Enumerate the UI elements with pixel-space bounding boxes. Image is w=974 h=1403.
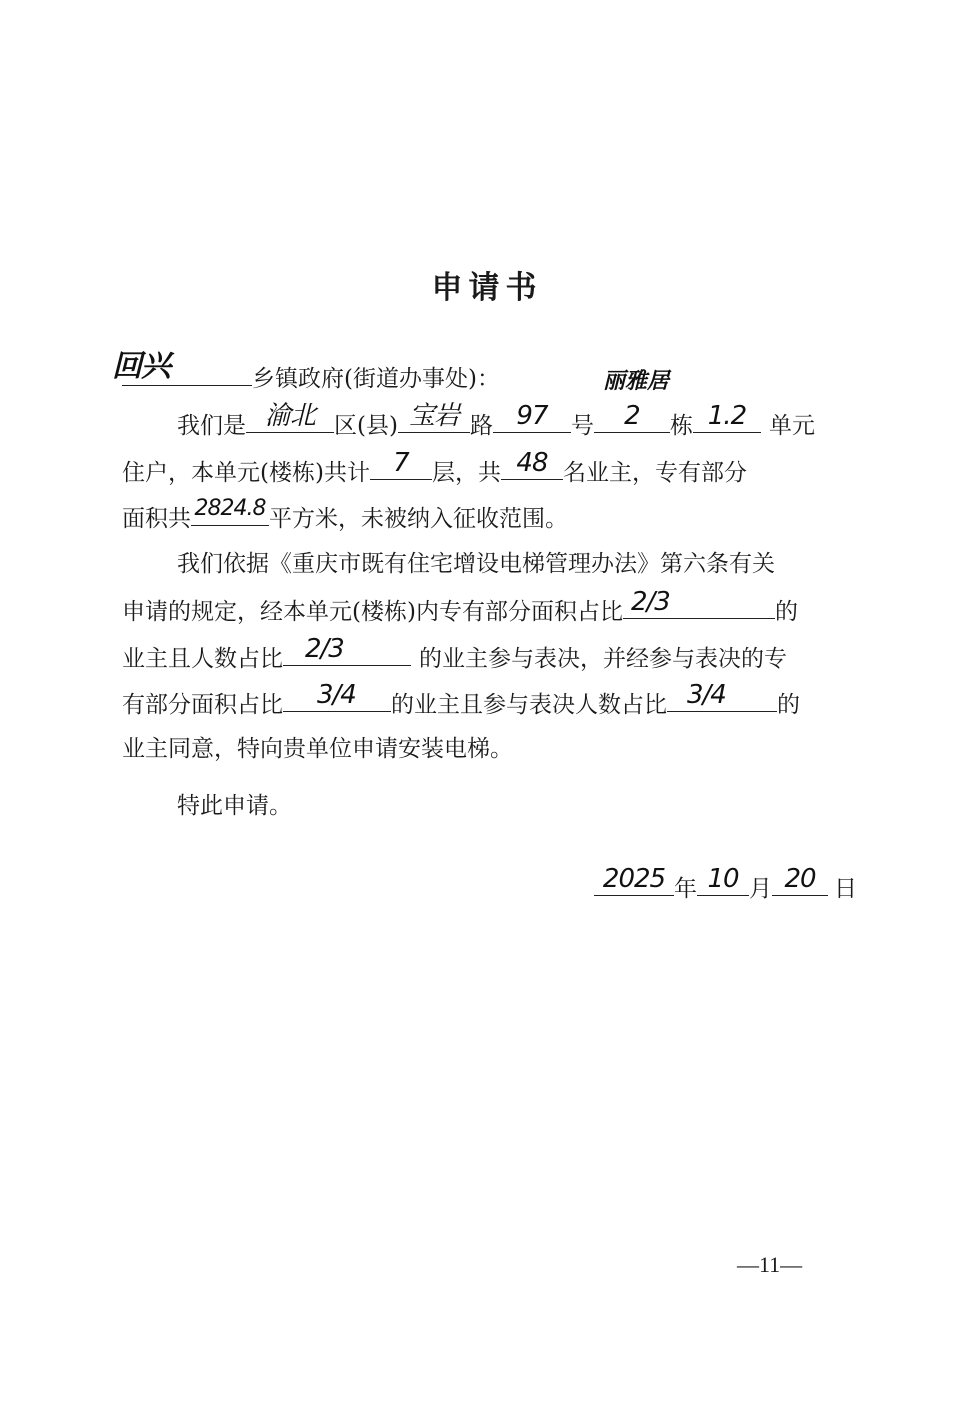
township-handwriting: 回兴 (112, 349, 170, 384)
date-line (594, 864, 857, 905)
district-blank (246, 401, 334, 433)
text-segment: 申请的规定，经本单元(楼栋)内专有部分面积占比 (122, 599, 623, 625)
area-blank (191, 496, 269, 526)
ratio3-blank (283, 680, 391, 712)
salutation-line (112, 349, 500, 395)
owners-blank (501, 448, 563, 480)
number-blank (493, 401, 571, 433)
floors-blank (370, 448, 432, 480)
text-segment: 的 (777, 692, 800, 718)
para2-line5: 业主同意，特向贵单位申请安装电梯。 (122, 736, 513, 762)
margin-note-handwriting: 丽雅居 (603, 369, 670, 394)
year-label: 年 (674, 876, 697, 902)
text-segment: 我们是 (177, 413, 246, 439)
para1-line3 (122, 496, 568, 535)
unit-blank (693, 401, 761, 433)
closing-text: 特此申请。 (177, 793, 292, 819)
para2-line1: 我们依据《重庆市既有住宅增设电梯管理办法》第六条有关 (177, 551, 775, 577)
text-segment: 名业主，专有部分 (562, 460, 747, 486)
month-label: 月 (749, 876, 772, 902)
road-blank (398, 401, 470, 433)
para2-line3 (122, 634, 787, 675)
ratio3-handwriting: 3/4 (317, 680, 356, 710)
year-handwriting: 2025 (602, 864, 666, 894)
ratio1-blank (623, 587, 775, 619)
ratio4-blank (667, 680, 777, 712)
month-blank (697, 864, 749, 896)
township-blank (112, 349, 252, 386)
salutation-text: 乡镇政府(街道办事处)： (252, 366, 500, 392)
text-segment: 业主且人数占比 (122, 646, 283, 672)
day-label: 日 (834, 876, 857, 902)
year-blank (594, 864, 674, 896)
para1-line2 (122, 448, 747, 489)
text-segment: 的业主参与表决，并经参与表决的专 (419, 646, 787, 672)
ratio4-handwriting: 3/4 (687, 680, 726, 710)
text-segment: 单元 (768, 413, 815, 439)
text-segment: 号 (570, 413, 594, 439)
para2-line4 (122, 680, 800, 721)
text-segment: 有部分面积占比 (122, 692, 283, 718)
floors-handwriting: 7 (393, 448, 409, 478)
owners-handwriting: 48 (516, 448, 548, 478)
area-handwriting: 2824.8 (194, 496, 266, 521)
unit-handwriting: 1.2 (707, 401, 747, 431)
text-segment: 面积共 (122, 506, 191, 532)
ratio2-handwriting: 2/3 (305, 634, 344, 664)
text-segment: 平方米，未被纳入征收范围。 (269, 506, 568, 532)
ratio1-handwriting: 2/3 (630, 587, 670, 617)
building-handwriting: 2 (624, 401, 640, 431)
building-blank (594, 401, 670, 433)
para1-line1 (177, 401, 815, 442)
day-blank (772, 864, 828, 896)
district-handwriting: 渝北 (264, 401, 315, 431)
document-title: 申请书 (431, 270, 543, 306)
text-segment: 路 (469, 413, 493, 439)
text-segment: 住户，本单元(楼栋)共计 (122, 460, 370, 486)
ratio2-blank (283, 634, 411, 666)
road-handwriting: 宝岩 (408, 401, 459, 431)
month-handwriting: 10 (707, 864, 739, 894)
text-segment: 区(县) (334, 413, 398, 439)
para2-line2 (122, 587, 798, 628)
text-segment: 的业主且参与表决人数占比 (391, 692, 667, 718)
text-segment: 的 (774, 599, 798, 625)
text-segment: 栋 (669, 413, 693, 439)
day-handwriting: 20 (784, 864, 816, 894)
text-segment: 层，共 (431, 460, 501, 486)
page-number: —11— (737, 1252, 803, 1277)
number-handwriting: 97 (516, 401, 548, 431)
